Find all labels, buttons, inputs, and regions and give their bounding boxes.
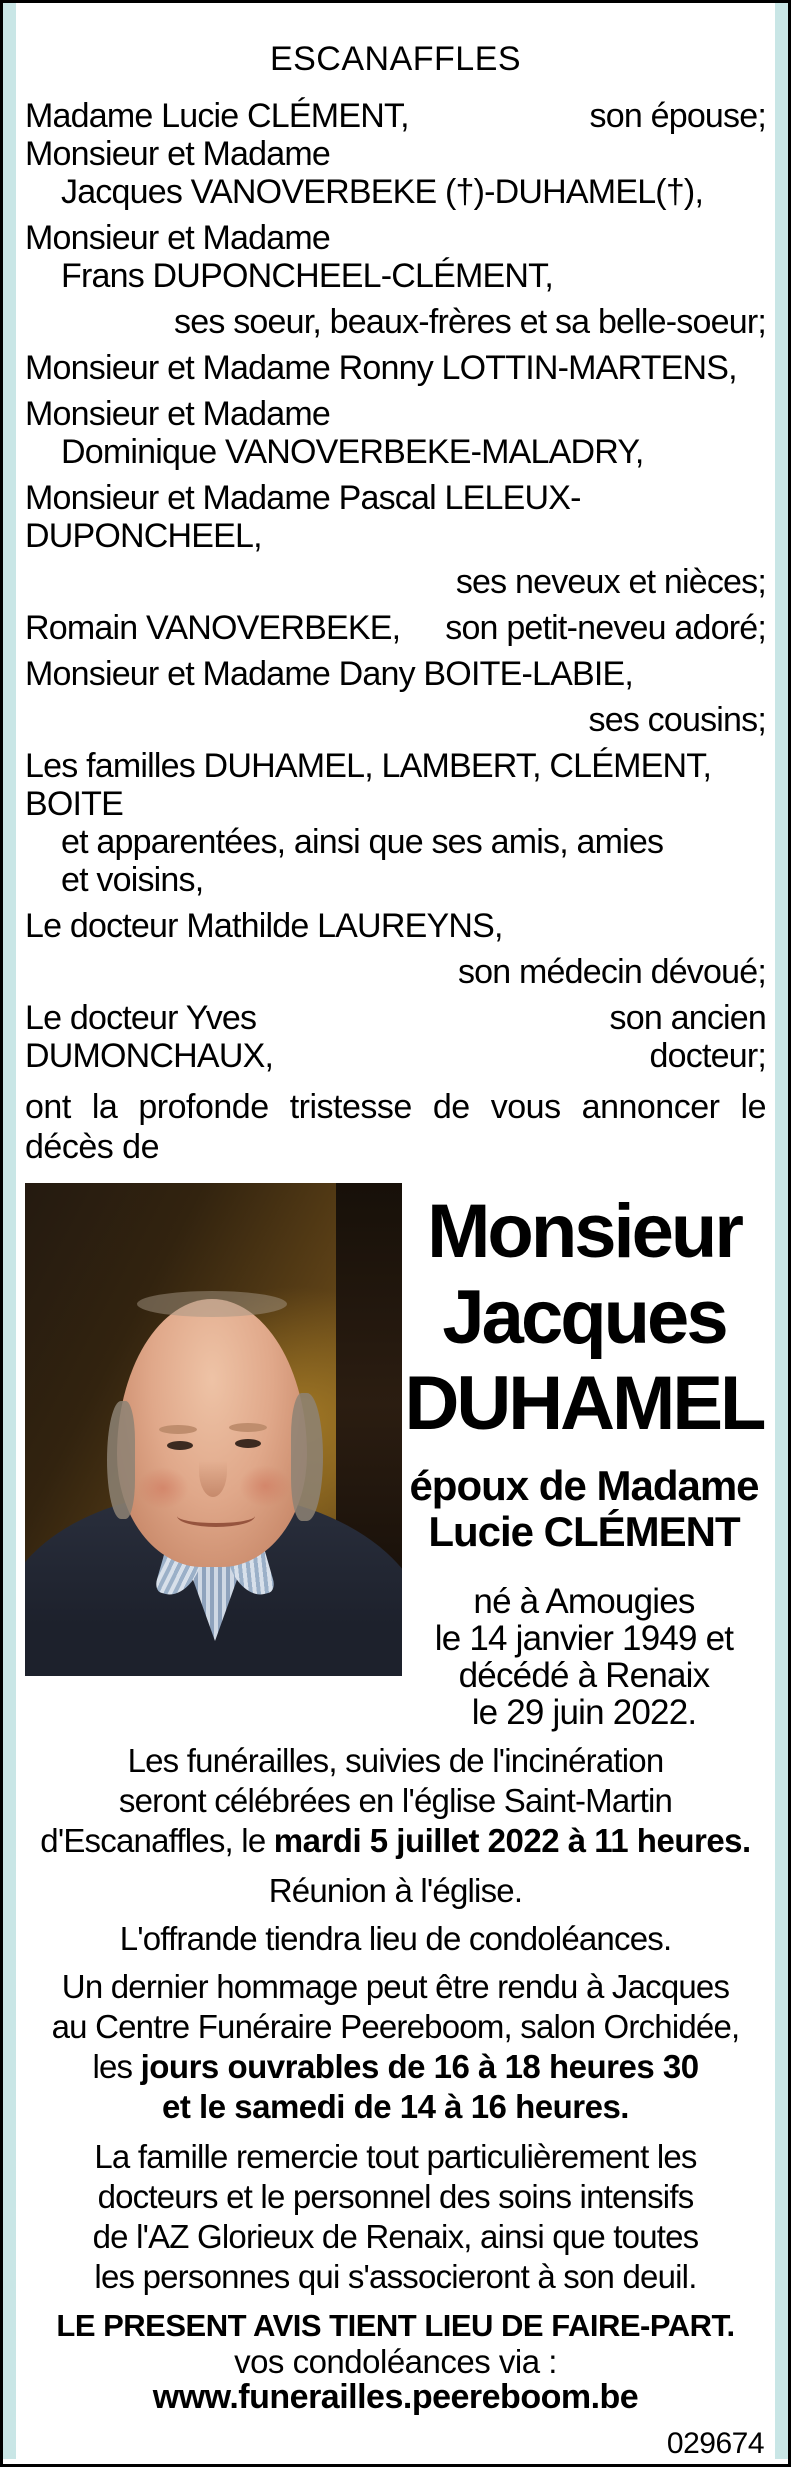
funeral-date-bold: mardi 5 juillet 2022 à 11 heures. xyxy=(273,1822,751,1859)
family-line xyxy=(25,747,766,823)
visiting-hours-bold: et le samedi de 14 à 16 heures. xyxy=(162,2088,629,2125)
family-line xyxy=(25,349,766,387)
funeral-line: Les funérailles, suivies de l'incinération xyxy=(127,1742,664,1779)
thanks-line: les personnes qui s'associeront à son deuil. xyxy=(94,2258,697,2295)
family-line xyxy=(25,173,766,211)
relation-label: ses soeur, beaux-frères et sa belle-soeur; xyxy=(174,303,766,341)
relative-name: et voisins, xyxy=(61,861,204,899)
funeral-date-line: d'Escanaffles, le mardi 5 juillet 2022 à 11 heures. xyxy=(40,1822,751,1859)
relative-name: Monsieur et Madame xyxy=(25,395,330,433)
relative-name: Le docteur Mathilde LAUREYNS, xyxy=(25,907,503,945)
family-line xyxy=(25,609,766,647)
deceased-first-name: Jacques xyxy=(442,1275,726,1360)
deceased-photo xyxy=(25,1183,402,1676)
family-line xyxy=(25,219,766,257)
relative-name: et apparentées, ainsi que ses amis, amies xyxy=(61,823,664,861)
family-line xyxy=(25,953,766,991)
deceased-identity xyxy=(402,1183,766,1731)
announcement-line: ont la profonde tristesse de vous annoncer le xyxy=(25,1088,766,1126)
relation-label: son médecin dévoué; xyxy=(457,953,766,991)
relative-name: Monsieur et Madame xyxy=(25,219,330,257)
death-announcement xyxy=(25,1087,766,1167)
death-place-line: décédé à Renaix xyxy=(458,1656,710,1695)
family-line xyxy=(25,433,766,471)
relation-label: ses cousins; xyxy=(588,701,766,739)
relation-label: son épouse; xyxy=(589,97,766,135)
family-line xyxy=(25,655,766,693)
funeral-line: seront célébrées en l'église Saint-Martin xyxy=(118,1782,673,1819)
spouse-name: Lucie CLÉMENT xyxy=(428,1508,740,1555)
family-line xyxy=(25,701,766,739)
thanks-line: de l'AZ Glorieux de Renaix, ainsi que toutes xyxy=(92,2218,699,2255)
tribute-line: Un dernier hommage peut être rendu à Jacques xyxy=(61,1968,730,2005)
relative-name: Romain VANOVERBEKE, xyxy=(25,609,401,647)
family-line xyxy=(25,823,766,861)
relative-name: Le docteur Yves DUMONCHAUX, xyxy=(25,999,274,1075)
visiting-hours-line xyxy=(25,2087,766,2127)
relative-name: Frans DUPONCHEEL-CLÉMENT, xyxy=(61,257,553,295)
relation-label: ses neveux et nièces; xyxy=(455,563,766,601)
family-list xyxy=(25,97,766,1075)
offering-line: L'offrande tiendra lieu de condoléances. xyxy=(119,1920,672,1957)
deceased-last-name: DUHAMEL xyxy=(404,1361,764,1446)
condolences-website: www.funerailles.peereboom.be xyxy=(152,2378,639,2416)
thanks-line: docteurs et le personnel des soins intensifs xyxy=(97,2178,694,2215)
family-line xyxy=(25,563,766,601)
meeting-line: Réunion à l'église. xyxy=(268,1872,523,1909)
relative-name: Monsieur et Madame Ronny LOTTIN-MARTENS, xyxy=(25,349,737,387)
family-line xyxy=(25,135,766,173)
family-line xyxy=(25,303,766,341)
family-line xyxy=(25,257,766,295)
ceremony-details xyxy=(25,1741,766,2297)
visiting-hours-line: les jours ouvrables de 16 à 18 heures 30 xyxy=(92,2048,699,2085)
relative-name: Les familles DUHAMEL, LAMBERT, CLÉMENT, BOITE xyxy=(25,747,712,823)
visiting-hours-bold: jours ouvrables de 16 à 18 heures 30 xyxy=(140,2048,699,2085)
spouse-line: époux de Madame xyxy=(409,1462,759,1509)
family-line xyxy=(25,97,766,135)
relative-name: Monsieur et Madame xyxy=(25,135,330,173)
city-heading: ESCANAFFLES xyxy=(269,40,522,78)
family-line xyxy=(25,999,766,1075)
obituary-content xyxy=(25,41,766,2467)
right-frame-stripe xyxy=(775,3,788,2459)
relative-name: Jacques VANOVERBEKE (†)-DUHAMEL(†), xyxy=(61,173,704,211)
thanks-line: La famille remercie tout particulièrement les xyxy=(94,2138,697,2175)
relation-label: son petit-neveu adoré; xyxy=(445,609,766,647)
relative-name: Dominique VANOVERBEKE-MALADRY, xyxy=(61,433,644,471)
relative-name: Madame Lucie CLÉMENT, xyxy=(25,97,409,135)
tribute-line: au Centre Funéraire Peereboom, salon Orchidée, xyxy=(51,2008,740,2045)
death-date-line: le 29 juin 2022. xyxy=(471,1693,697,1732)
faire-part-notice: LE PRESENT AVIS TIENT LIEU DE FAIRE-PART. xyxy=(56,2308,735,2343)
reference-number: 029674 xyxy=(666,2427,764,2460)
announcement-line: décès de xyxy=(25,1128,159,1166)
relation-label: son ancien docteur; xyxy=(609,999,766,1075)
condolences-label: vos condoléances via : xyxy=(234,2343,557,2380)
left-frame-stripe xyxy=(3,3,16,2459)
deceased-title-line: Monsieur xyxy=(427,1189,741,1274)
relative-name: Monsieur et Madame Pascal LELEUX-DUPONCHEEL, xyxy=(25,479,581,555)
relative-name: Monsieur et Madame Dany BOITE-LABIE, xyxy=(25,655,634,693)
birth-place-line: né à Amougies xyxy=(473,1582,695,1621)
family-line xyxy=(25,479,766,555)
family-line xyxy=(25,907,766,945)
portrait-section xyxy=(25,1183,766,1731)
birth-date-line: le 14 janvier 1949 et xyxy=(434,1619,734,1658)
family-line xyxy=(25,395,766,433)
family-line xyxy=(25,861,766,899)
